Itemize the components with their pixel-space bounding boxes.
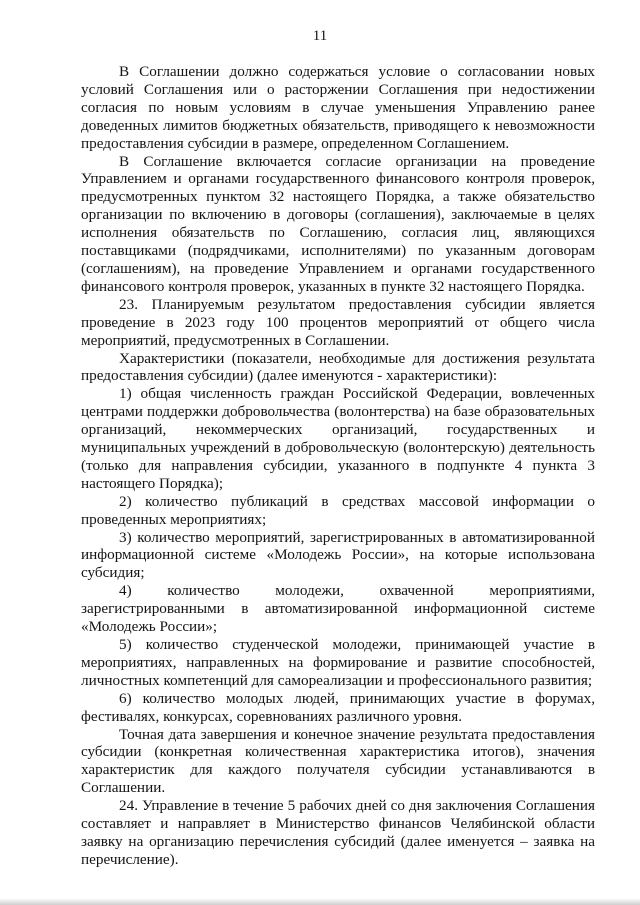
paragraph-result-date: Точная дата завершения и конечное значение результата предоставления субсидии (конкретная количественная характеристика итогов), значения характеристик для каждого получателя субсидии устанавливаются в Соглашении. bbox=[81, 725, 595, 797]
paragraph-item-24: 24. Управление в течение 5 рабочих дней со дня заключения Соглашения составляет и направляет в Министерство финансов Челябинской области заявку на организацию перечисления субсидий (далее именуется – заявка на перечисление). bbox=[81, 797, 595, 868]
list-item-characteristic-1: 1) общая численность граждан Российской Федерации, вовлеченных центрами поддержки добровольчества (волонтерства) на базе образовательных организаций, некоммерческих организаций, государственных и муниципальных учреждений в добровольческую (волонтерскую) деятельность (только для направления субсидии, указанного в подпункте 4 пункта 3 настоящего Порядка); bbox=[81, 385, 595, 492]
list-item-characteristic-4: 4) количество молодежи, охваченной мероприятиями, зарегистрированными в автоматизированной информационной системе «Молодежь России»; bbox=[81, 582, 595, 636]
list-item-characteristic-6: 6) количество молодых людей, принимающих участие в форумах, фестивалях, конкурсах, соревнованиях различного уровня. bbox=[81, 689, 595, 725]
list-item-characteristic-5: 5) количество студенческой молодежи, принимающей участие в мероприятиях, направленных на формирование и развитие способностей, личностных компетенций для самореализации и профессионального развития; bbox=[81, 636, 595, 689]
page-number: 11 bbox=[312, 28, 328, 44]
paragraph-characteristics-intro: Характеристики (показатели, необходимые для достижения результата предоставления субсидии) (далее именуются - характеристики): bbox=[81, 349, 595, 385]
list-item-characteristic-2: 2) количество публикаций в средствах массовой информации о проведенных мероприятиях; bbox=[81, 492, 595, 528]
paragraph-agreement-consent: В Соглашение включается согласие организации на проведение Управлением и органами государственного финансового контроля проверок, предусмотренных пунктом 32 настоящего Порядка, а также обязательство организации по включению в договоры (соглашения), заключаемые в целях исполнения обязательств по Соглашению, согласия лиц, являющихся поставщиками (подрядчиками, исполнителями) по указанным договорам (соглашениям), на проведение Управлением и органами государственного финансового контроля проверок, указанных в пункте 32 настоящего Порядка. bbox=[81, 152, 595, 295]
paragraph-item-23: 23. Планируемым результатом предоставления субсидии является проведение в 2023 году 100 процентов мероприятий от общего числа мероприятий, предусмотренных в Соглашении. bbox=[81, 295, 595, 349]
paragraph-agreement-conditions: В Соглашении должно содержаться условие о согласовании новых условий Соглашения или о расторжении Соглашения при недостижении согласия по новым условиям в случае уменьшения Управлению ранее доведенных лимитов бюджетных обязательств, приводящего к невозможности предоставления субсидии в размере, определенном Соглашением. bbox=[81, 63, 595, 152]
scan-bottom-edge bbox=[0, 898, 640, 905]
list-item-characteristic-3: 3) количество мероприятий, зарегистрированных в автоматизированной информационной системе «Молодежь России», на которые использована субсидия; bbox=[81, 528, 595, 582]
document-body bbox=[81, 63, 595, 869]
